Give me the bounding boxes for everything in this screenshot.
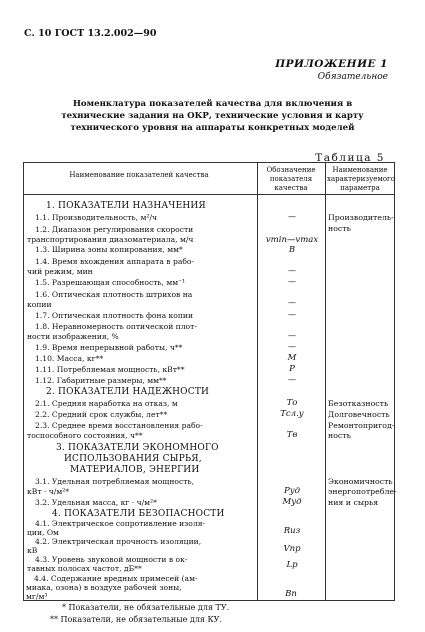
quality-indicators-table <box>23 162 395 601</box>
page-reference: С. 10 ГОСТ 13.2.002—90 <box>24 28 157 39</box>
row-4-2-line1: 4.2. Электрическая прочность изоляции, <box>35 537 202 546</box>
column-header-parameter: Наименование характеризуемого параметра <box>327 166 395 192</box>
symbol-4-4: Bп <box>285 589 297 599</box>
row-1-2-line1: 1.2. Диапазон регулирования скорости <box>35 225 194 234</box>
symbol-1-7: — <box>288 310 296 319</box>
row-1-4-line1: 1.4. Время вхождения аппарата в рабо- <box>35 257 195 266</box>
row-1-10: 1.10. Масса, кг** <box>35 354 104 363</box>
row-4-3-line2: тавных полосах частот, дБ** <box>27 564 142 573</box>
section-title-economy-2: ИСПОЛЬЗОВАНИЯ СЫРЬЯ, <box>64 454 202 464</box>
symbol-1-9: — <box>288 342 296 351</box>
section-title-economy-1: 3. ПОКАЗАТЕЛИ ЭКОНОМНОГО <box>56 443 219 453</box>
appendix-title: ПРИЛОЖЕНИЕ 1 <box>275 58 388 70</box>
row-1-6-line2: копии <box>27 300 52 309</box>
symbol-1-12: — <box>288 375 296 384</box>
symbol-1-5: — <box>288 277 296 286</box>
symbol-3-1: Pуд <box>283 486 301 496</box>
row-3-1-line2: кВт · ч/м²* <box>27 487 70 496</box>
row-1-2-line2: транспортирования диазоматериала, м/ч <box>27 235 194 244</box>
symbol-1-3: B <box>288 245 296 255</box>
symbol-4-3: Lр <box>286 560 298 570</box>
section-title-purpose: 1. ПОКАЗАТЕЛИ НАЗНАЧЕНИЯ <box>46 201 206 211</box>
column-header-name: Наименование показателей качества <box>69 171 209 179</box>
header-divider <box>24 194 394 195</box>
symbol-1-8: — <box>288 331 296 340</box>
appendix-status: Обязательное <box>317 72 388 82</box>
symbol-2-2: Tсл.у <box>280 409 304 419</box>
row-4-3-line1: 4.3. Уровень звуковой мощности в ок- <box>35 555 188 564</box>
section-title-reliability: 2. ПОКАЗАТЕЛИ НАДЕЖНОСТИ <box>46 387 210 397</box>
row-4-2-line2: кВ <box>27 546 38 555</box>
row-1-3: 1.3. Ширина зоны копирования, мм* <box>35 245 183 254</box>
symbol-1-2: vmin—vmax <box>265 235 319 245</box>
row-4-1-line2: ции, Ом <box>27 528 59 537</box>
symbol-2-3: Tв <box>286 430 298 440</box>
symbol-3-2: Mуд <box>282 497 302 507</box>
row-1-7: 1.7. Оптическая плотность фона копии <box>35 311 194 320</box>
column-header-symbol: Обозначение показателя качества <box>266 166 316 192</box>
param-maintainability-line2: ность <box>328 431 351 440</box>
row-2-3-line2: тоспособного состояния, ч** <box>27 431 143 440</box>
footnote-2: ** Показатели, не обязательные для КУ. <box>50 615 223 624</box>
row-4-4-line1: 4.4. Содержание вредных примесей (ам- <box>34 574 198 583</box>
row-3-2: 3.2. Удельная масса, кг · ч/м²* <box>35 498 157 507</box>
param-economy-line1: Экономичность <box>328 477 393 486</box>
symbol-1-1: — <box>288 212 296 221</box>
row-1-11: 1.11. Потребляемая мощность, кВт** <box>35 365 185 374</box>
section-title-economy-3: МАТЕРИАЛОВ, ЭНЕРГИИ <box>70 465 200 475</box>
symbol-2-1: Tо <box>286 398 298 408</box>
table-caption: Таблица 5 <box>315 152 385 164</box>
symbol-1-4: — <box>288 266 296 275</box>
row-4-4-line3: мг/м³ <box>26 592 48 601</box>
row-2-1: 2.1. Средняя наработка на отказ, м <box>35 399 178 408</box>
row-1-4-line2: чий режим, мин <box>27 267 93 276</box>
row-1-9: 1.9. Время непрерывной работы, ч** <box>35 343 183 352</box>
row-2-3-line1: 2.3. Среднее время восстановления рабо- <box>35 421 203 430</box>
symbol-1-6: — <box>288 298 296 307</box>
symbol-1-11: P <box>289 364 295 374</box>
param-economy-line3: ния и сырья <box>328 498 379 507</box>
row-4-1-line1: 4.1. Электрическое сопротивление изоля- <box>35 519 206 528</box>
nomenclature-title: Номенклатура показателей качества для включения в технические задания на ОКР, технические условия и карту технического уровня на аппараты конкретных моделей <box>61 99 364 133</box>
param-productivity-line1: Производитель- <box>328 213 394 222</box>
param-failure-free: Безотказность <box>328 399 389 408</box>
param-maintainability-line1: Ремонтопригод- <box>328 421 395 430</box>
row-1-8-line1: 1.8. Неравномерность оптической плот- <box>35 322 197 331</box>
symbol-4-2: Vпр <box>283 544 301 554</box>
row-2-2: 2.2. Средний срок службы, лет** <box>35 410 168 419</box>
row-1-8-line2: ности изображения, % <box>27 332 119 341</box>
row-1-5: 1.5. Разрешающая способность, мм⁻¹ <box>35 278 186 287</box>
row-1-1: 1.1. Производительность, м²/ч <box>35 213 157 222</box>
param-economy-line2: энергопотребле- <box>328 487 397 496</box>
symbol-4-1: Rиз <box>283 526 301 536</box>
symbol-1-10: M <box>287 353 297 363</box>
param-durability: Долговечность <box>328 410 390 419</box>
param-productivity-line2: ность <box>328 224 351 233</box>
row-3-1-line1: 3.1. Удельная потребляемая мощность, <box>35 477 194 486</box>
section-title-safety: 4. ПОКАЗАТЕЛИ БЕЗОПАСНОСТИ <box>52 509 225 519</box>
row-4-4-line2: миака, озона) в воздухе рабочей зоны, <box>26 583 182 592</box>
footnote-1: * Показатели, не обязательные для ТУ. <box>62 603 230 612</box>
row-1-12: 1.12. Габаритные размеры, мм** <box>35 376 167 385</box>
row-1-6-line1: 1.6. Оптическая плотность штрихов на <box>35 290 193 299</box>
